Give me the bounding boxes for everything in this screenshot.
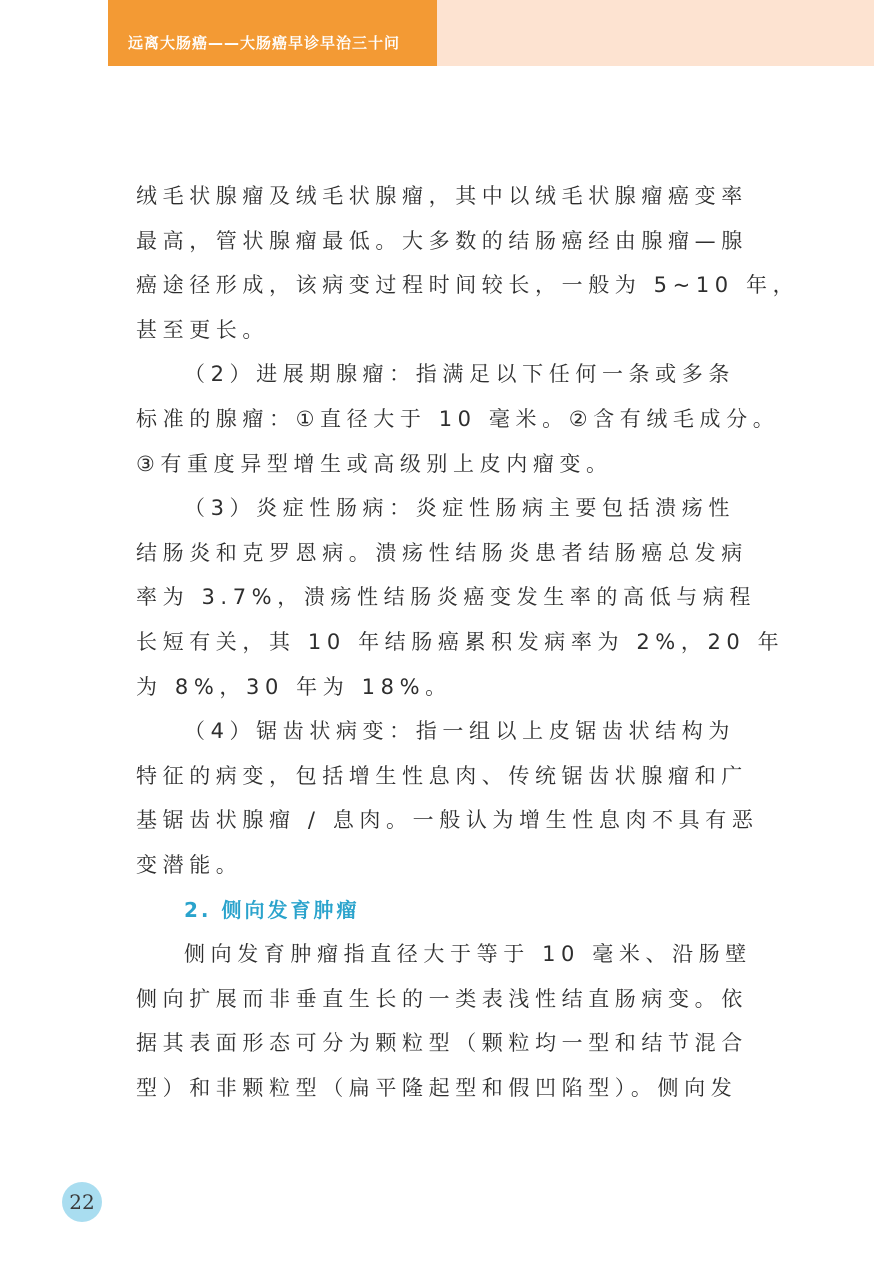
text-line: 最高，管状腺瘤最低。大多数的结肠癌经由腺瘤—腺 xyxy=(136,228,748,253)
text-line: （3）炎症性肠病：炎症性肠病主要包括溃疡性 xyxy=(184,496,735,521)
text-line: 绒毛状腺瘤及绒毛状腺瘤，其中以绒毛状腺瘤癌变率 xyxy=(136,184,748,208)
section-subheading: 2. 侧向发育肿瘤 xyxy=(184,897,360,922)
paragraph xyxy=(136,486,785,709)
running-header-title: 远离大肠癌——大肠癌早诊早治三十问 xyxy=(128,34,401,52)
paragraph xyxy=(136,709,759,887)
paragraph xyxy=(136,932,752,1110)
text-line: 甚至更长。 xyxy=(136,317,269,342)
text-line: 特征的病变，包括增生性息肉、传统锯齿状腺瘤和广 xyxy=(136,763,748,788)
text-line: （4）锯齿状病变：指一组以上皮锯齿状结构为 xyxy=(184,719,735,744)
text-line: 长短有关，其 10 年结肠癌累积发病率为 2%，20 年 xyxy=(136,629,785,654)
text-line: ③有重度异型增生或高级别上皮内瘤变。 xyxy=(136,451,613,476)
text-line: 为 8%，30 年为 18%。 xyxy=(136,674,452,699)
text-line: （2）进展期腺瘤：指满足以下任何一条或多条 xyxy=(184,362,735,387)
body-text xyxy=(136,174,800,1110)
header-accent-bar xyxy=(437,0,874,66)
text-line: 结肠炎和克罗恩病。溃疡性结肠炎患者结肠癌总发病 xyxy=(136,540,748,565)
text-line: 癌途径形成，该病变过程时间较长，一般为 5~10 年， xyxy=(136,273,800,298)
text-line: 基锯齿状腺瘤 / 息肉。一般认为增生性息肉不具有恶 xyxy=(136,808,759,833)
text-line: 侧向发育肿瘤指直径大于等于 10 毫米、沿肠壁 xyxy=(184,942,752,967)
page-number: 22 xyxy=(69,1190,95,1214)
text-line: 型）和非颗粒型（扁平隆起型和假凹陷型）。侧向发 xyxy=(136,1075,738,1100)
paragraph xyxy=(136,174,800,352)
text-line: 率为 3.7%，溃疡性结肠炎癌变发生率的高低与病程 xyxy=(136,585,757,610)
text-line: 侧向扩展而非垂直生长的一类表浅性结直肠病变。依 xyxy=(136,986,748,1011)
text-line: 据其表面形态可分为颗粒型（颗粒均一型和结节混合 xyxy=(136,1031,748,1056)
text-line: 标准的腺瘤：①直径大于 10 毫米。②含有绒毛成分。 xyxy=(136,406,780,431)
text-line: 变潜能。 xyxy=(136,852,243,877)
paragraph xyxy=(136,352,780,486)
